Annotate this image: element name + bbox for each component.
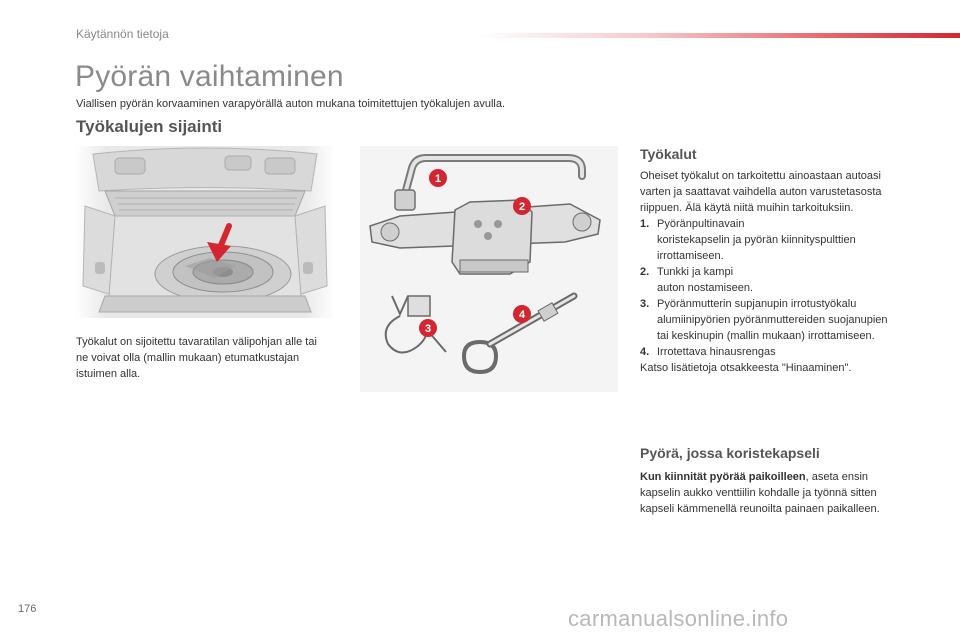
tool-title: Pyöränpultinavain <box>657 218 745 230</box>
tool-item-4 <box>640 344 890 360</box>
tools-heading: Työkalut <box>640 146 697 162</box>
location-heading: Työkalujen sijainti <box>76 117 223 136</box>
tool-number: 4. <box>640 346 650 358</box>
section-header: Käytännön tietoja <box>76 27 169 41</box>
tool-item-3 <box>640 296 890 344</box>
location-caption: Työkalut on sijoitettu tavaratilan välipohjan alle tai ne voivat olla (mallin mukaan) etumatkustajan istuimen alla. <box>76 336 317 380</box>
callout-3-badge <box>419 319 437 337</box>
tool-title: Tunkki ja kampi <box>657 266 734 278</box>
header-accent-bar <box>480 33 960 38</box>
tools-section <box>640 168 890 376</box>
trunk-illustration <box>75 146 335 318</box>
svg-text:2: 2 <box>518 201 526 213</box>
watermark: carmanualsonline.info <box>568 606 789 631</box>
tool-number: 1. <box>640 218 650 230</box>
svg-text:1: 1 <box>434 173 442 185</box>
callout-4-badge <box>513 305 531 323</box>
wheel-section <box>640 469 890 517</box>
tools-illustration <box>360 146 618 392</box>
page-number: 176 <box>18 603 37 615</box>
tool-item-2 <box>640 264 890 296</box>
wheel-body: , aseta ensin kapselin aukko venttiilin kohdalle ja työnnä sitten kapseli kämmenellä reunoilta painaen paikalleen. <box>640 471 880 515</box>
tools-list <box>640 216 890 360</box>
tools-note: Katso lisätietoja otsakkeesta "Hinaaminen". <box>640 362 852 374</box>
tool-desc: alumiinipyörien pyöränmuttereiden suojanupien tai keskinupin (mallin mukaan) irrottamiseen. <box>657 314 888 342</box>
intro-text: Viallisen pyörän korvaaminen varapyörällä auton mukana toimitettujen työkalujen avulla. <box>76 98 506 110</box>
callout-1-badge <box>429 169 447 187</box>
wheel-lead: Kun kiinnität pyörää paikoilleen <box>640 471 806 483</box>
tool-number: 3. <box>640 298 650 310</box>
callout-2-badge <box>513 197 531 215</box>
wheel-text <box>640 469 890 517</box>
svg-text:3: 3 <box>424 323 432 335</box>
svg-text:4: 4 <box>518 309 526 321</box>
tool-title: Pyöränmutterin supjanupin irrotustyökalu <box>657 298 857 310</box>
tools-description: Oheiset työkalut on tarkoitettu ainoastaan autoasi varten ja saattavat vaihdella auton varustetasosta riippuen. Älä käytä niitä muihin tarkoituksiin. <box>640 170 882 214</box>
tool-item-1 <box>640 216 890 264</box>
tool-title: Irrotettava hinausrengas <box>657 346 776 358</box>
wheel-heading: Pyörä, jossa koristekapseli <box>640 445 820 461</box>
tool-number: 2. <box>640 266 650 278</box>
tool-desc: koristekapselin ja pyörän kiinnityspulttien irrottamiseen. <box>657 234 856 262</box>
page-title: Pyörän vaihtaminen <box>75 60 344 93</box>
tool-desc: auton nostamiseen. <box>657 282 754 294</box>
